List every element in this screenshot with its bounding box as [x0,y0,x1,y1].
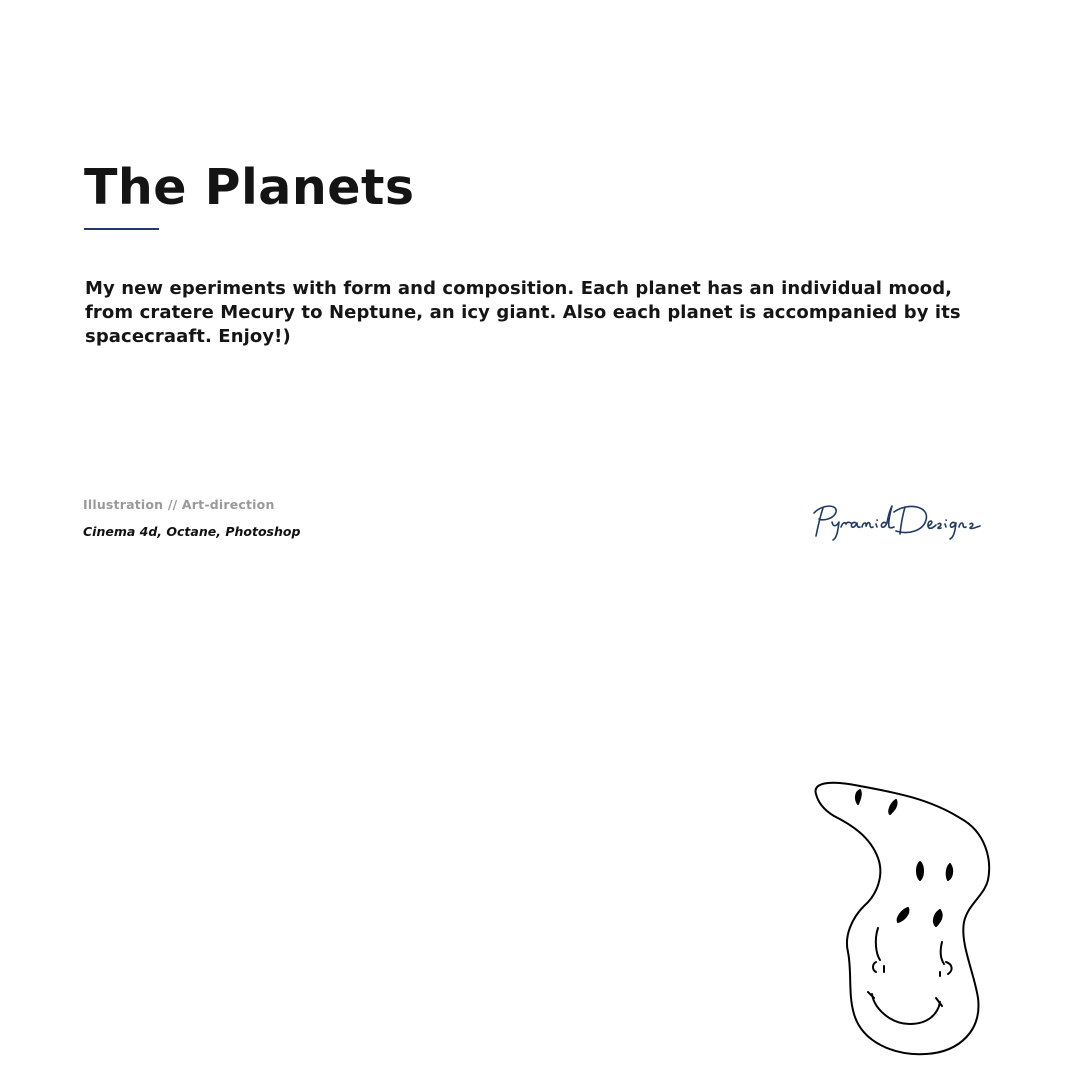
intro-paragraph: My new eperiments with form and composition. Each planet has an individual mood, from cratere Mecury to Neptune, an icy giant. Also each planet is accompanied by its spacecraaft. Enjoy!) [85,278,961,347]
project-role: Illustration // Art-direction [83,497,275,512]
project-tools: Cinema 4d, Octane, Photoshop [83,524,301,539]
melting-smiley-icon [810,776,1000,1058]
page-title: The Planets [84,159,415,216]
pyramid-designs-signature-logo [808,500,983,542]
title-underline [84,228,159,230]
